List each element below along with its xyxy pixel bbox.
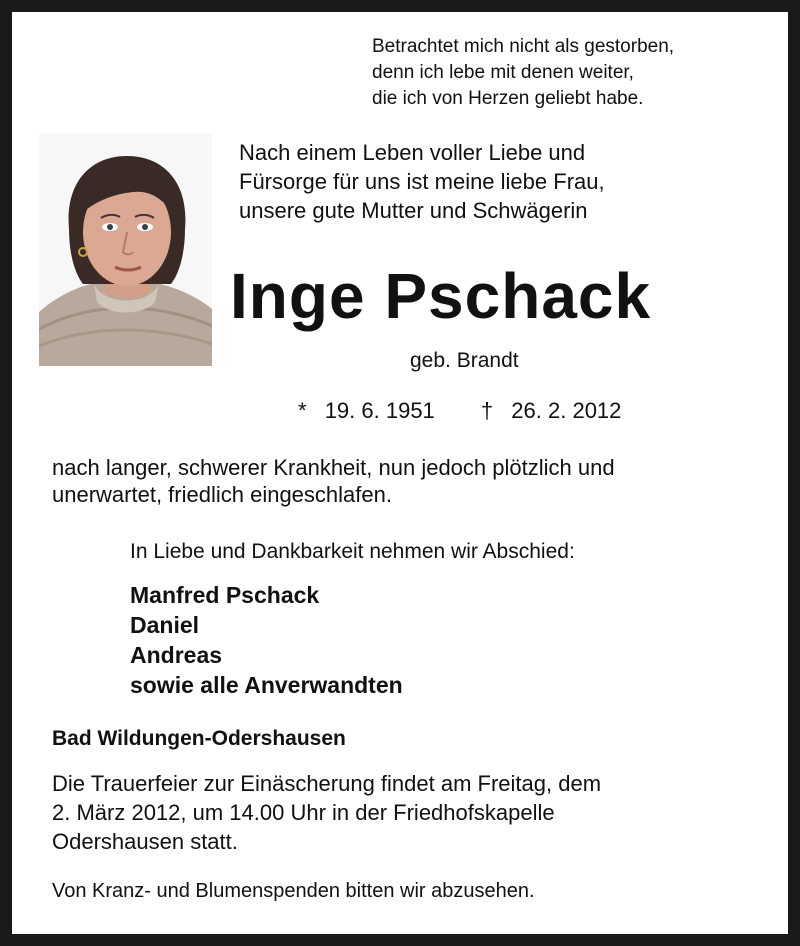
place-name: Bad Wildungen-Odershausen bbox=[52, 727, 346, 750]
service-line: 2. März 2012, um 14.00 Uhr in der Friedhofskapelle bbox=[52, 800, 555, 825]
intro-line: Nach einem Leben voller Liebe und bbox=[239, 140, 586, 165]
maiden-name: geb. Brandt bbox=[410, 349, 519, 372]
funeral-service-text bbox=[52, 769, 772, 856]
deceased-name: Inge Pschack bbox=[230, 260, 652, 332]
circumstances-line: unerwartet, friedlich eingeschlafen. bbox=[52, 482, 392, 507]
death-date: 26. 2. 2012 bbox=[511, 398, 622, 423]
mourner-name: Andreas bbox=[130, 642, 223, 668]
poem-line: denn ich lebe mit denen weiter, bbox=[372, 62, 634, 83]
intro-text bbox=[239, 138, 779, 225]
intro-line: unsere gute Mutter und Schwägerin bbox=[239, 198, 588, 223]
birth-symbol: * bbox=[298, 398, 307, 423]
circumstances-line: nach langer, schwerer Krankheit, nun jedoch plötzlich und bbox=[52, 455, 615, 480]
mourner-name: Daniel bbox=[130, 612, 200, 638]
poem-line: die ich von Herzen geliebt habe. bbox=[372, 88, 644, 109]
service-line: Odershausen statt. bbox=[52, 829, 238, 854]
cross-icon: † bbox=[480, 398, 494, 423]
mourners-list bbox=[130, 580, 403, 700]
poem-line: Betrachtet mich nicht als gestorben, bbox=[372, 36, 675, 57]
mourner-name: Manfred Pschack bbox=[130, 582, 320, 608]
intro-line: Fürsorge für uns ist meine liebe Frau, bbox=[239, 169, 605, 194]
birth-date: 19. 6. 1951 bbox=[324, 398, 435, 423]
memorial-poem bbox=[372, 34, 792, 112]
life-dates bbox=[298, 397, 621, 425]
mourner-name: sowie alle Anverwandten bbox=[130, 672, 403, 698]
farewell-text: In Liebe und Dankbarkeit nehmen wir Abschied: bbox=[130, 540, 575, 563]
portrait-photo bbox=[39, 134, 212, 366]
closing-note: Von Kranz- und Blumenspenden bitten wir abzusehen. bbox=[52, 880, 535, 902]
service-line: Die Trauerfeier zur Einäscherung findet am Freitag, dem bbox=[52, 771, 602, 796]
circumstances-text bbox=[52, 454, 772, 508]
